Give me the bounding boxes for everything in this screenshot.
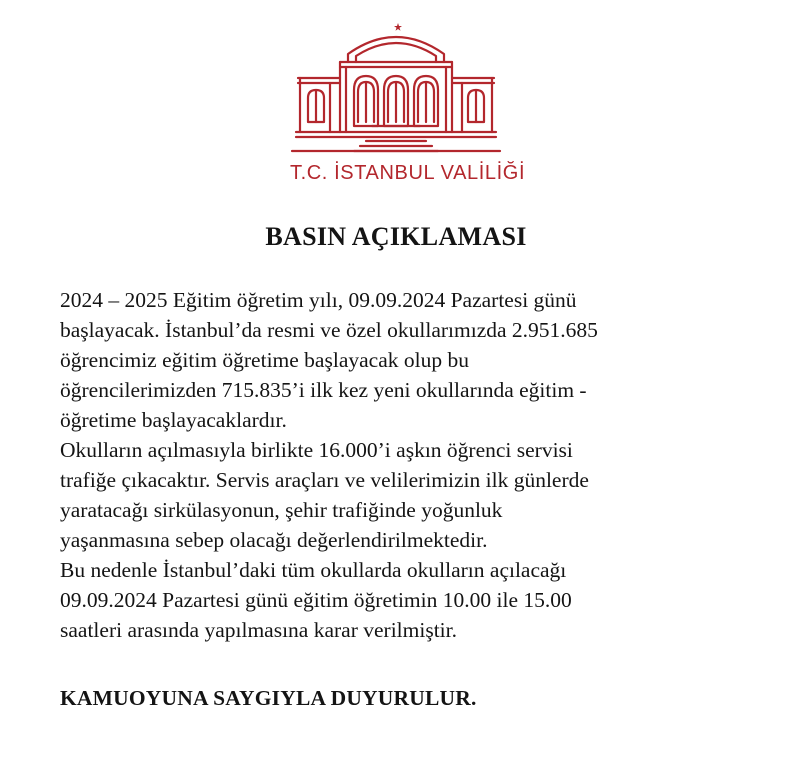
text-line: yaşanmasına sebep olacağı değerlendirilmektedir. bbox=[60, 528, 488, 552]
text-line: Bu nedenle İstanbul’daki tüm okullarda okulların açılacağı bbox=[60, 558, 567, 582]
text-line: öğrencimiz eğitim öğretime başlayacak olup bu bbox=[60, 348, 469, 372]
text-line: öğretime başlayacaklardır. bbox=[60, 408, 287, 432]
text-line: trafiğe çıkacaktır. Servis araçları ve velilerimizin ilk günlerde bbox=[60, 468, 589, 492]
document-title: BASIN AÇIKLAMASI bbox=[265, 222, 527, 251]
paragraph-2 bbox=[60, 435, 750, 555]
paragraph-3 bbox=[60, 555, 750, 645]
governorship-logo bbox=[290, 14, 526, 194]
paragraph-1 bbox=[60, 285, 750, 435]
text-line: yaratacağı sirkülasyonun, şehir trafiğinde yoğunluk bbox=[60, 498, 503, 522]
closing-statement: KAMUOYUNA SAYGIYLA DUYURULUR. bbox=[60, 686, 477, 710]
text-line: öğrencilerimizden 715.835’i ilk kez yeni okullarında eğitim - bbox=[60, 378, 587, 402]
text-line: saatleri arasında yapılmasına karar verilmiştir. bbox=[60, 618, 458, 642]
istanbul-governorship-building-icon bbox=[290, 14, 502, 162]
press-release-body bbox=[60, 285, 750, 645]
text-line: başlayacak. İstanbul’da resmi ve özel okullarımızda 2.951.685 bbox=[60, 318, 598, 342]
organization-name: T.C. İSTANBUL VALİLİĞİ bbox=[290, 162, 526, 184]
text-line: 2024 – 2025 Eğitim öğretim yılı, 09.09.2024 Pazartesi günü bbox=[60, 288, 577, 312]
text-line: Okulların açılmasıyla birlikte 16.000’i aşkın öğrenci servisi bbox=[60, 438, 573, 462]
text-line: 09.09.2024 Pazartesi günü eğitim öğretimin 10.00 ile 15.00 bbox=[60, 588, 572, 612]
